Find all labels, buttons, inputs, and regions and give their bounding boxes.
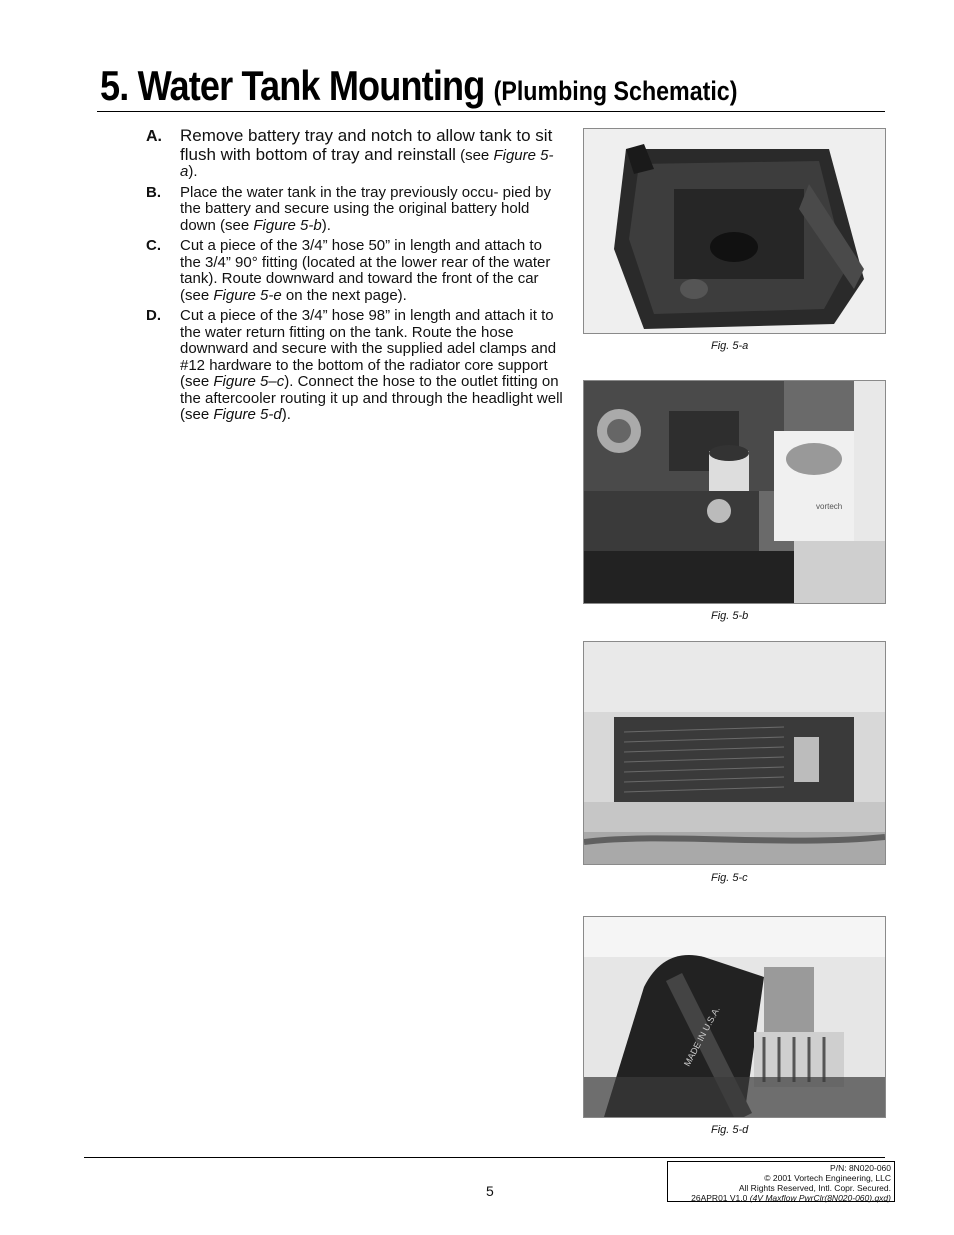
- figure-ref: Figure 5-e: [213, 286, 282, 304]
- figure-5a-photo: [583, 128, 886, 334]
- header-rule: [97, 111, 885, 112]
- step-letter: D.: [146, 307, 161, 324]
- step-letter: B.: [146, 183, 161, 201]
- step-b: [146, 185, 566, 235]
- rights-notice: All Rights Reserved, Intl. Copr. Secured.: [738, 1183, 891, 1193]
- figure-ref: Figure 5-d: [213, 406, 282, 423]
- page-title: [100, 62, 737, 110]
- title-main: 5. Water Tank Mounting: [100, 62, 485, 109]
- hose-print-text: MADE IN U.S.A.: [681, 1004, 722, 1068]
- figure-ref: Figure 5-a: [180, 146, 554, 180]
- step-text: Remove battery tray and notch to allow tank to sit flush with bottom of tray and reinstall (see Figure 5-a).: [180, 126, 554, 180]
- step-d: [146, 308, 566, 424]
- figure-5b-caption: Fig. 5-b: [711, 610, 749, 622]
- version-line: 26APR01 V1.0 (4V Maxflow PwrClr(8N020-060).qxd): [691, 1193, 891, 1203]
- figure-5d-caption: Fig. 5-d: [711, 1124, 749, 1136]
- tank-logo-text: vortech: [816, 502, 843, 511]
- instruction-steps: [146, 127, 566, 428]
- copyright: © 2001 Vortech Engineering, LLC: [764, 1173, 891, 1183]
- step-c: [146, 238, 566, 304]
- step-letter: A.: [146, 128, 162, 145]
- figure-ref: Figure 5-b: [253, 216, 322, 234]
- step-text: Place the water tank in the tray previously occu- pied by the battery and secure using the original battery hold down (see Figure 5-b).: [180, 183, 552, 234]
- step-letter: C.: [146, 237, 161, 254]
- step-text: Cut a piece of the 3/4” hose 98” in length and attach it to the water return fitting on the tank. Route the hose downward and secure with the supplied adel clamps and #12 hardware to the bottom of the radiator core support (see Figure 5–c). Connect the hose to the outlet fitting on the aftercooler routing it up and through the headlight well (see Figure 5-d).: [180, 307, 563, 423]
- footer-info-box: [667, 1161, 895, 1202]
- page-number: 5: [486, 1183, 494, 1199]
- figure-5b-photo: [583, 380, 886, 604]
- figure-5a-caption: Fig. 5-a: [711, 340, 749, 352]
- part-number: P/N: 8N020-060: [830, 1163, 891, 1173]
- footer-rule: [84, 1157, 885, 1158]
- step-a: [146, 127, 566, 181]
- figure-5c-caption: Fig. 5-c: [711, 872, 748, 884]
- title-subtitle: (Plumbing Schematic): [493, 76, 738, 106]
- figure-ref: Figure 5–c: [213, 373, 285, 390]
- step-text: Cut a piece of the 3/4” hose 50” in length and attach to the 3/4” 90° fitting (located at the lower rear of the water tank). Route downward and toward the front of the car (see Figure 5-e on the next page).: [180, 237, 551, 304]
- figure-5c-photo: [583, 641, 886, 865]
- figure-5d-photo: [583, 916, 886, 1118]
